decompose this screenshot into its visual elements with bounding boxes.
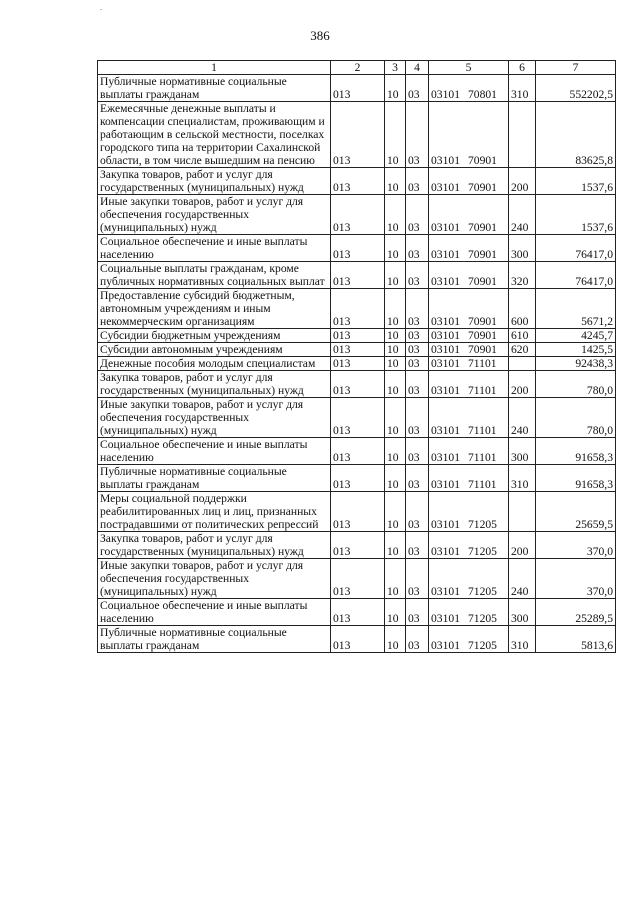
row-target-article-cell	[429, 168, 509, 195]
row-section-cell: 10	[385, 357, 406, 371]
row-sum-cell: 91658,3	[536, 438, 616, 465]
row-expense-type-cell: 240	[509, 195, 536, 235]
column-header: 4	[406, 61, 429, 75]
table-row	[98, 438, 616, 465]
row-expense-type-cell: 600	[509, 289, 536, 329]
target-article-part-2: 70901	[467, 343, 497, 356]
row-name-cell: Социальные выплаты гражданам, кроме публичных нормативных социальных выплат	[98, 262, 331, 289]
row-grbs-cell: 013	[331, 438, 385, 465]
table-row	[98, 398, 616, 438]
table-row	[98, 329, 616, 343]
row-subsection-cell: 03	[406, 492, 429, 532]
column-header: 7	[536, 61, 616, 75]
row-name-cell: Социальное обеспечение и иные выплаты населению	[98, 235, 331, 262]
column-header: 1	[98, 61, 331, 75]
row-target-article-cell	[429, 289, 509, 329]
row-sum-cell: 1425,5	[536, 343, 616, 357]
table-row	[98, 102, 616, 168]
column-header: 6	[509, 61, 536, 75]
row-section-cell: 10	[385, 289, 406, 329]
target-article-part-2: 71101	[467, 424, 497, 437]
target-article-part-1: 03101	[431, 88, 460, 101]
target-article-part-1: 03101	[431, 221, 460, 234]
row-grbs-cell: 013	[331, 168, 385, 195]
target-article-part-2: 71101	[467, 384, 497, 397]
row-grbs-cell: 013	[331, 559, 385, 599]
row-target-article-cell	[429, 329, 509, 343]
row-expense-type-cell: 310	[509, 75, 536, 102]
row-subsection-cell: 03	[406, 195, 429, 235]
row-section-cell: 10	[385, 102, 406, 168]
row-sum-cell: 25659,5	[536, 492, 616, 532]
row-subsection-cell: 03	[406, 559, 429, 599]
column-header: 5	[429, 61, 509, 75]
row-target-article-cell	[429, 343, 509, 357]
table-row	[98, 492, 616, 532]
table-row	[98, 626, 616, 653]
row-grbs-cell: 013	[331, 371, 385, 398]
row-target-article-cell	[429, 532, 509, 559]
row-sum-cell: 1537,6	[536, 168, 616, 195]
row-section-cell: 10	[385, 235, 406, 262]
row-grbs-cell: 013	[331, 102, 385, 168]
row-section-cell: 10	[385, 168, 406, 195]
header-row	[98, 61, 616, 75]
row-section-cell: 10	[385, 343, 406, 357]
row-name-cell: Социальное обеспечение и иные выплаты населению	[98, 599, 331, 626]
row-target-article-cell	[429, 438, 509, 465]
row-name-cell: Закупка товаров, работ и услуг для государственных (муниципальных) нужд	[98, 371, 331, 398]
target-article-part-2: 70901	[467, 154, 497, 167]
target-article-part-1: 03101	[431, 315, 460, 328]
row-name-cell: Иные закупки товаров, работ и услуг для обеспечения государственных (муниципальных) нужд	[98, 398, 331, 438]
row-grbs-cell: 013	[331, 289, 385, 329]
row-section-cell: 10	[385, 626, 406, 653]
row-expense-type-cell: 320	[509, 262, 536, 289]
row-target-article-cell	[429, 262, 509, 289]
row-target-article-cell	[429, 195, 509, 235]
target-article-part-1: 03101	[431, 181, 460, 194]
row-section-cell: 10	[385, 559, 406, 599]
target-article-part-2: 70901	[467, 329, 497, 342]
row-name-cell: Ежемесячные денежные выплаты и компенсации специалистам, проживающим и работающим в сельской местности, поселках городского типа на территории Сахалинской области, в том числе вышедшим на пенсию	[98, 102, 331, 168]
row-expense-type-cell	[509, 357, 536, 371]
row-section-cell: 10	[385, 371, 406, 398]
row-sum-cell: 4245,7	[536, 329, 616, 343]
row-subsection-cell: 03	[406, 398, 429, 438]
target-article-part-1: 03101	[431, 478, 460, 491]
target-article-part-2: 71101	[467, 451, 497, 464]
row-section-cell: 10	[385, 195, 406, 235]
target-article-part-1: 03101	[431, 545, 460, 558]
row-section-cell: 10	[385, 262, 406, 289]
row-grbs-cell: 013	[331, 235, 385, 262]
row-name-cell: Иные закупки товаров, работ и услуг для обеспечения государственных (муниципальных) нужд	[98, 559, 331, 599]
row-expense-type-cell: 300	[509, 438, 536, 465]
row-target-article-cell	[429, 599, 509, 626]
column-header: 2	[331, 61, 385, 75]
target-article-part-1: 03101	[431, 612, 460, 625]
row-subsection-cell: 03	[406, 465, 429, 492]
row-section-cell: 10	[385, 599, 406, 626]
row-name-cell: Субсидии автономным учреждениям	[98, 343, 331, 357]
row-subsection-cell: 03	[406, 75, 429, 102]
row-grbs-cell: 013	[331, 329, 385, 343]
target-article-part-2: 71101	[467, 478, 497, 491]
row-subsection-cell: 03	[406, 371, 429, 398]
row-name-cell: Публичные нормативные социальные выплаты гражданам	[98, 75, 331, 102]
table-row	[98, 235, 616, 262]
row-name-cell: Публичные нормативные социальные выплаты гражданам	[98, 626, 331, 653]
row-expense-type-cell: 610	[509, 329, 536, 343]
row-section-cell: 10	[385, 398, 406, 438]
row-expense-type-cell	[509, 492, 536, 532]
row-expense-type-cell: 620	[509, 343, 536, 357]
row-sum-cell: 76417,0	[536, 235, 616, 262]
table-row	[98, 532, 616, 559]
target-article-part-2: 71205	[467, 639, 497, 652]
row-target-article-cell	[429, 75, 509, 102]
target-article-part-2: 71205	[467, 518, 497, 531]
scan-mark: .	[100, 3, 102, 12]
row-subsection-cell: 03	[406, 438, 429, 465]
row-section-cell: 10	[385, 438, 406, 465]
target-article-part-1: 03101	[431, 585, 460, 598]
target-article-part-1: 03101	[431, 518, 460, 531]
row-subsection-cell: 03	[406, 329, 429, 343]
row-sum-cell: 91658,3	[536, 465, 616, 492]
row-section-cell: 10	[385, 75, 406, 102]
row-section-cell: 10	[385, 329, 406, 343]
row-sum-cell: 370,0	[536, 559, 616, 599]
row-grbs-cell: 013	[331, 532, 385, 559]
row-expense-type-cell: 240	[509, 398, 536, 438]
row-name-cell: Денежные пособия молодым специалистам	[98, 357, 331, 371]
row-subsection-cell: 03	[406, 262, 429, 289]
target-article-part-2: 70801	[467, 88, 497, 101]
target-article-part-1: 03101	[431, 639, 460, 652]
row-sum-cell: 25289,5	[536, 599, 616, 626]
row-name-cell: Меры социальной поддержки реабилитированных лиц и лиц, признанных пострадавшими от политических репрессий	[98, 492, 331, 532]
target-article-part-1: 03101	[431, 424, 460, 437]
row-subsection-cell: 03	[406, 343, 429, 357]
row-expense-type-cell	[509, 102, 536, 168]
row-target-article-cell	[429, 559, 509, 599]
target-article-part-1: 03101	[431, 329, 460, 342]
table-row	[98, 599, 616, 626]
target-article-part-1: 03101	[431, 357, 460, 370]
target-article-part-1: 03101	[431, 343, 460, 356]
row-section-cell: 10	[385, 492, 406, 532]
target-article-part-2: 71205	[467, 585, 497, 598]
target-article-part-2: 71205	[467, 612, 497, 625]
row-sum-cell: 552202,5	[536, 75, 616, 102]
row-subsection-cell: 03	[406, 235, 429, 262]
budget-table	[97, 60, 616, 653]
row-name-cell: Публичные нормативные социальные выплаты гражданам	[98, 465, 331, 492]
target-article-part-1: 03101	[431, 275, 460, 288]
target-article-part-1: 03101	[431, 384, 460, 397]
target-article-part-2: 70901	[467, 181, 497, 194]
row-target-article-cell	[429, 235, 509, 262]
row-sum-cell: 780,0	[536, 398, 616, 438]
row-grbs-cell: 013	[331, 492, 385, 532]
row-sum-cell: 5813,6	[536, 626, 616, 653]
target-article-part-2: 71101	[467, 357, 497, 370]
table-row	[98, 343, 616, 357]
row-expense-type-cell: 240	[509, 559, 536, 599]
table-row	[98, 559, 616, 599]
row-target-article-cell	[429, 492, 509, 532]
column-header: 3	[385, 61, 406, 75]
row-expense-type-cell: 310	[509, 465, 536, 492]
row-grbs-cell: 013	[331, 75, 385, 102]
table-row	[98, 371, 616, 398]
row-subsection-cell: 03	[406, 289, 429, 329]
row-name-cell: Социальное обеспечение и иные выплаты населению	[98, 438, 331, 465]
row-target-article-cell	[429, 626, 509, 653]
row-subsection-cell: 03	[406, 168, 429, 195]
row-grbs-cell: 013	[331, 465, 385, 492]
table-row	[98, 357, 616, 371]
row-sum-cell: 92438,3	[536, 357, 616, 371]
row-target-article-cell	[429, 398, 509, 438]
target-article-part-1: 03101	[431, 451, 460, 464]
table-body	[98, 75, 616, 653]
table-row	[98, 75, 616, 102]
target-article-part-2: 71205	[467, 545, 497, 558]
target-article-part-2: 70901	[467, 315, 497, 328]
target-article-part-2: 70901	[467, 221, 497, 234]
page-number: 386	[310, 28, 330, 43]
row-grbs-cell: 013	[331, 357, 385, 371]
row-subsection-cell: 03	[406, 626, 429, 653]
table-row	[98, 262, 616, 289]
row-target-article-cell	[429, 371, 509, 398]
row-name-cell: Закупка товаров, работ и услуг для государственных (муниципальных) нужд	[98, 532, 331, 559]
row-expense-type-cell: 300	[509, 235, 536, 262]
row-subsection-cell: 03	[406, 102, 429, 168]
row-sum-cell: 76417,0	[536, 262, 616, 289]
row-grbs-cell: 013	[331, 195, 385, 235]
row-name-cell: Предоставление субсидий бюджетным, автономным учреждениям и иным некоммерческим организациям	[98, 289, 331, 329]
row-subsection-cell: 03	[406, 357, 429, 371]
row-subsection-cell: 03	[406, 532, 429, 559]
row-target-article-cell	[429, 102, 509, 168]
row-name-cell: Иные закупки товаров, работ и услуг для обеспечения государственных (муниципальных) нужд	[98, 195, 331, 235]
table-row	[98, 195, 616, 235]
row-sum-cell: 780,0	[536, 371, 616, 398]
row-grbs-cell: 013	[331, 343, 385, 357]
row-sum-cell: 83625,8	[536, 102, 616, 168]
row-grbs-cell: 013	[331, 398, 385, 438]
target-article-part-2: 70901	[467, 248, 497, 261]
row-target-article-cell	[429, 357, 509, 371]
row-grbs-cell: 013	[331, 262, 385, 289]
row-section-cell: 10	[385, 532, 406, 559]
row-expense-type-cell: 310	[509, 626, 536, 653]
row-name-cell: Субсидии бюджетным учреждениям	[98, 329, 331, 343]
target-article-part-1: 03101	[431, 154, 460, 167]
row-grbs-cell: 013	[331, 599, 385, 626]
row-section-cell: 10	[385, 465, 406, 492]
row-sum-cell: 1537,6	[536, 195, 616, 235]
row-target-article-cell	[429, 465, 509, 492]
target-article-part-1: 03101	[431, 248, 460, 261]
row-sum-cell: 370,0	[536, 532, 616, 559]
table-row	[98, 168, 616, 195]
row-expense-type-cell: 200	[509, 371, 536, 398]
row-subsection-cell: 03	[406, 599, 429, 626]
row-grbs-cell: 013	[331, 626, 385, 653]
row-name-cell: Закупка товаров, работ и услуг для государственных (муниципальных) нужд	[98, 168, 331, 195]
row-expense-type-cell: 200	[509, 532, 536, 559]
target-article-part-2: 70901	[467, 275, 497, 288]
row-expense-type-cell: 200	[509, 168, 536, 195]
row-expense-type-cell: 300	[509, 599, 536, 626]
table-row	[98, 465, 616, 492]
table-row	[98, 289, 616, 329]
row-sum-cell: 5671,2	[536, 289, 616, 329]
